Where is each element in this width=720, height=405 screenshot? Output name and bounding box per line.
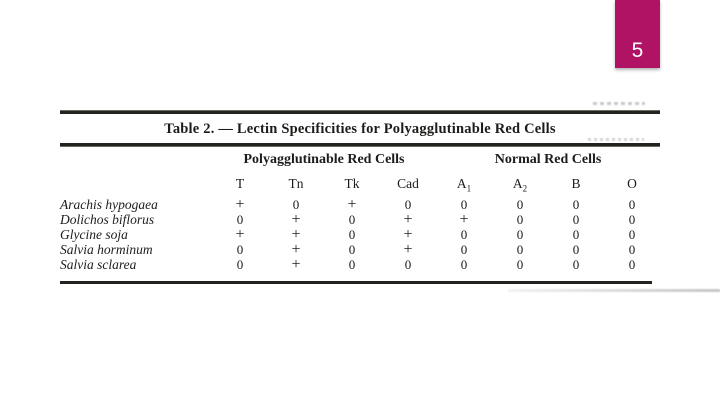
table-row — [60, 227, 660, 242]
reactivity-value: 0 — [348, 257, 356, 272]
group-header-normal-red-cells: Normal Red Cells — [494, 151, 602, 167]
reactivity-value: 0 — [628, 242, 636, 257]
scan-smudge-artifact — [593, 102, 645, 105]
column-header-a2: $A_2$ — [512, 175, 528, 194]
group-header-polyagglutinable-red-cells: Polyagglutinable Red Cells — [243, 151, 405, 167]
reactivity-value: 0 — [460, 227, 468, 242]
column-header-tk: Tk — [344, 175, 360, 191]
reactivity-value: 0 — [628, 257, 636, 272]
reactivity-value: + — [291, 256, 301, 273]
reactivity-value: 0 — [572, 197, 580, 212]
reactivity-value: 0 — [460, 257, 468, 272]
lectin-specificity-table — [60, 149, 660, 272]
reactivity-value: 0 — [348, 242, 356, 257]
reactivity-value: 0 — [348, 227, 356, 242]
reactivity-value: 0 — [236, 242, 244, 257]
reactivity-value: 0 — [516, 242, 524, 257]
reactivity-value: 0 — [572, 242, 580, 257]
reactivity-value: 0 — [628, 212, 636, 227]
reactivity-value: 0 — [572, 212, 580, 227]
column-header-b: B — [571, 175, 581, 191]
reactivity-value: 0 — [628, 197, 636, 212]
column-header-cad: Cad — [397, 175, 419, 191]
reactivity-value: 0 — [236, 257, 244, 272]
reactivity-value: + — [403, 241, 413, 258]
reactivity-value: 0 — [404, 257, 412, 272]
table-title: Table 2. — Lectin Specificities for Polyagglutinable Red Cells — [164, 121, 556, 137]
reactivity-value: 0 — [516, 197, 524, 212]
corner-cell-empty — [60, 149, 212, 170]
table-row — [60, 257, 660, 272]
scan-edge-artifact — [508, 289, 720, 292]
reactivity-value: + — [235, 196, 245, 213]
column-header-a1: $A_1$ — [456, 175, 472, 194]
column-header-o: O — [627, 175, 637, 191]
reactivity-value: 0 — [236, 212, 244, 227]
reactivity-value: + — [235, 226, 245, 243]
column-header-t: T — [235, 175, 245, 191]
table-mid-rule — [60, 143, 660, 147]
lectin-name: Dolichos biflorus — [60, 212, 155, 227]
column-header-tn: Tn — [288, 175, 304, 191]
corner-cell-empty — [60, 170, 212, 197]
reactivity-value: + — [403, 211, 413, 228]
table-body — [60, 197, 660, 272]
group-header-row — [60, 149, 660, 170]
reactivity-value: + — [291, 226, 301, 243]
reactivity-value: 0 — [572, 227, 580, 242]
reactivity-value: 0 — [572, 257, 580, 272]
lectin-name: Glycine soja — [60, 227, 128, 242]
reactivity-value: + — [459, 211, 469, 228]
table-bottom-rule — [60, 281, 652, 284]
lectin-name: Salvia horminum — [60, 242, 153, 257]
reactivity-value: 0 — [292, 197, 300, 212]
lectin-name: Salvia sclarea — [60, 257, 137, 272]
reactivity-value: + — [403, 226, 413, 243]
slide-number: 5 — [631, 39, 644, 62]
table-row — [60, 197, 660, 212]
reactivity-value: 0 — [404, 197, 412, 212]
reactivity-value: + — [291, 241, 301, 258]
reactivity-value: 0 — [516, 257, 524, 272]
reactivity-value: + — [291, 211, 301, 228]
reactivity-value: 0 — [628, 227, 636, 242]
reactivity-value: 0 — [460, 242, 468, 257]
lectin-name: Arachis hypogaea — [60, 197, 158, 212]
reactivity-value: + — [347, 196, 357, 213]
reactivity-value: 0 — [460, 197, 468, 212]
reactivity-value: 0 — [516, 227, 524, 242]
reactivity-value: 0 — [516, 212, 524, 227]
column-header-row — [60, 170, 660, 197]
slide-number-tab — [615, 0, 660, 68]
table-row — [60, 212, 660, 227]
scanned-table-figure — [60, 104, 660, 284]
reactivity-value: 0 — [348, 212, 356, 227]
table-row — [60, 242, 660, 257]
